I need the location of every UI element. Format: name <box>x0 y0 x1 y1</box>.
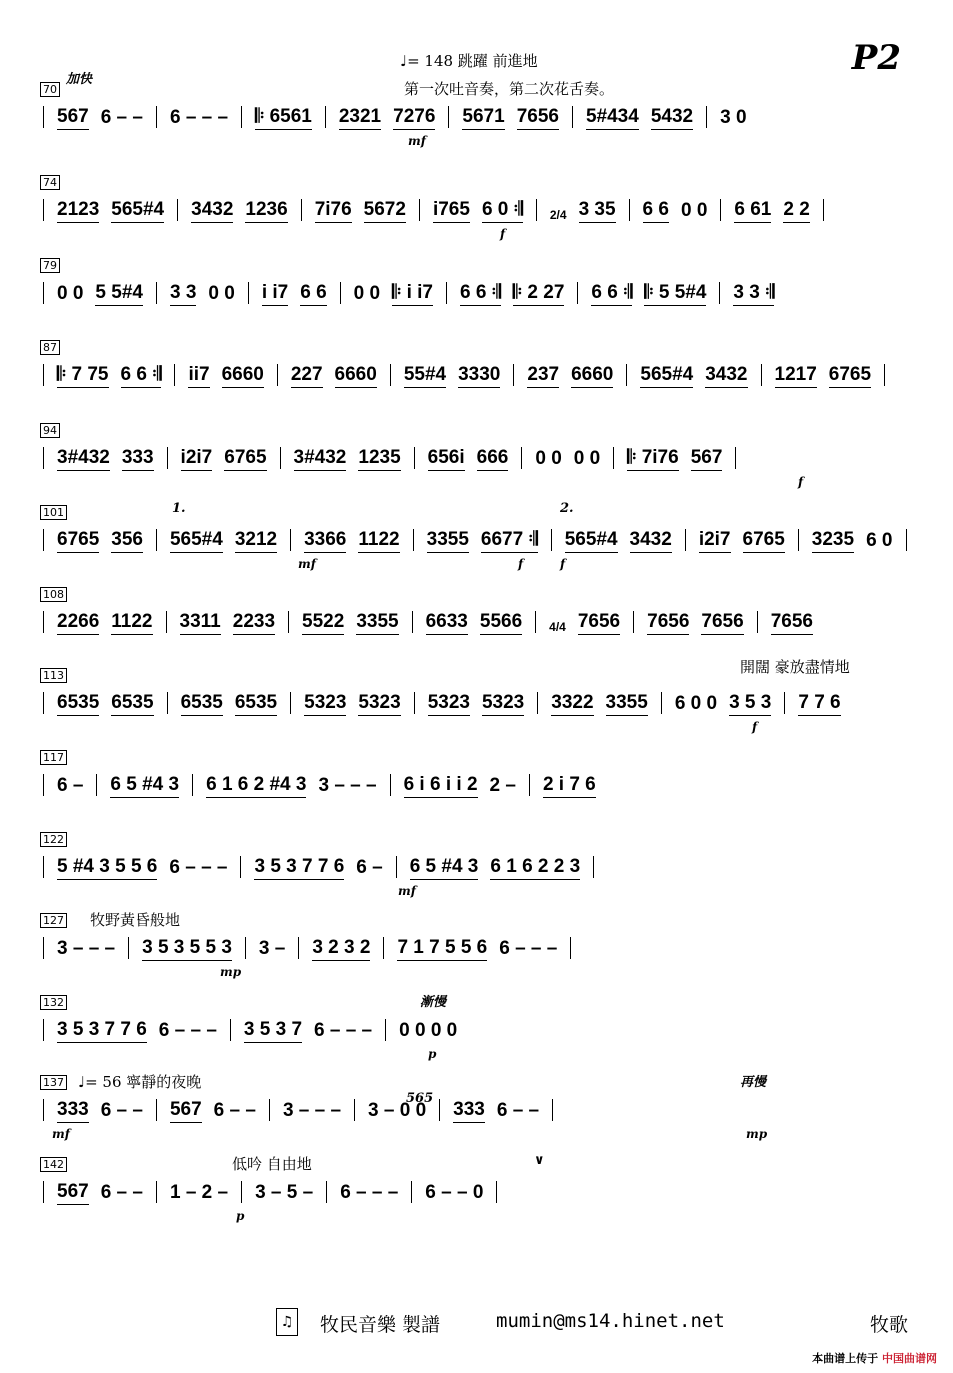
note-group: 6 1 6 2 #4 3 <box>206 774 306 798</box>
note-group: 3322 <box>551 692 593 716</box>
source-brand[interactable]: 中国曲谱网 <box>882 1352 937 1365</box>
note-group: 3432 <box>191 199 233 223</box>
note-group: 1122 <box>358 529 399 553</box>
note-group: 1 – 2 – <box>169 1182 229 1203</box>
barline <box>719 282 720 304</box>
note-group: 3 – – – <box>318 775 377 796</box>
barline <box>43 611 44 633</box>
note-group: 𝄆 6561 <box>255 106 312 130</box>
note-group: 3 35 <box>579 199 616 223</box>
dynamic-marking: f <box>560 557 566 571</box>
dynamic-marking: mf <box>298 557 316 571</box>
note-group: 6 6 𝄇 <box>121 364 162 388</box>
note-group: 3 2 3 2 <box>312 937 370 961</box>
note-group: 6660 <box>222 364 264 388</box>
note-group: 3355 <box>356 611 398 635</box>
note-group: 5 #4 3 5 5 6 <box>57 856 157 880</box>
measure-number: 74 <box>40 175 60 190</box>
dynamic-marking: mp <box>220 965 242 979</box>
note-group: 55#4 <box>404 364 446 388</box>
measure-number: 94 <box>40 423 60 438</box>
note-group: 6 6 <box>643 199 669 223</box>
note-group: 3 – 0 0 <box>368 1100 427 1121</box>
note-group: 6 – <box>57 775 84 796</box>
note-group: 3#432 <box>57 447 110 471</box>
note-group: 6765 <box>57 529 99 553</box>
staff-line <box>36 854 917 880</box>
barline <box>174 364 175 386</box>
note-group: 3366 <box>304 529 346 553</box>
expression-annotation: 加快 <box>66 72 93 87</box>
note-group: 6535 <box>181 692 223 716</box>
barline <box>156 106 157 128</box>
barline <box>390 774 391 796</box>
note-group: 565#4 <box>640 364 693 388</box>
barline <box>43 282 44 304</box>
note-group: 4/4 <box>549 620 566 634</box>
barline <box>290 529 291 551</box>
barline <box>156 1181 157 1203</box>
dynamic-marking: mf <box>408 134 426 148</box>
note-group: 7276 <box>393 106 435 130</box>
note-group: 0 0 <box>573 448 601 469</box>
barline <box>439 1099 440 1121</box>
barline <box>290 692 291 714</box>
note-group: 6 6 <box>300 282 326 306</box>
barline <box>629 199 630 221</box>
note-group: 6660 <box>571 364 613 388</box>
note-group: 2123 <box>57 199 99 223</box>
barline <box>720 199 721 221</box>
barline <box>411 1181 412 1203</box>
note-group: 3 – – – <box>57 938 116 959</box>
note-group: 3 5 3 7 7 6 <box>254 856 344 880</box>
note-group: 6633 <box>426 611 468 635</box>
note-group: 7656 <box>701 611 743 635</box>
barline <box>340 282 341 304</box>
barline <box>412 611 413 633</box>
staff-line <box>36 362 917 388</box>
note-group: 6535 <box>111 692 153 716</box>
barline <box>43 774 44 796</box>
barline <box>277 364 278 386</box>
note-group: 3235 <box>812 529 854 553</box>
barline <box>298 937 299 959</box>
barline <box>593 856 594 878</box>
note-group: 3 0 <box>720 107 747 128</box>
note-group: 2321 <box>339 106 381 130</box>
expression-annotation: 開闊 豪放盡情地 <box>740 658 850 676</box>
expression-annotation: 1. <box>172 501 186 516</box>
note-group: i i7 <box>262 282 288 306</box>
note-group: 7656 <box>517 106 559 130</box>
note-group: 3 – 5 – <box>255 1182 314 1203</box>
note-group: 3330 <box>458 364 500 388</box>
measure-number: 108 <box>40 587 67 602</box>
note-group: 𝄆 i i7 <box>392 282 433 306</box>
barline <box>43 1019 44 1041</box>
note-group: 𝄆 7i76 <box>627 447 679 471</box>
barline <box>496 1181 497 1203</box>
barline <box>43 529 44 551</box>
expression-annotation: 牧野黃昏般地 <box>90 911 181 929</box>
staff-line <box>36 445 917 471</box>
note-group: 3 – – – <box>282 1100 342 1121</box>
note-group: 𝄆 2 27 <box>513 282 565 306</box>
measure-number: 127 <box>40 913 67 928</box>
note-group: 0 0 <box>353 283 381 304</box>
note-group: 3432 <box>705 364 747 388</box>
note-group: i2i7 <box>699 529 731 553</box>
note-group: 6 6 𝄇 <box>460 282 501 306</box>
barline <box>577 282 578 304</box>
barline <box>241 106 242 128</box>
note-group: 7656 <box>578 611 620 635</box>
barline <box>784 692 785 714</box>
barline <box>43 937 44 959</box>
note-group: 6 5 #4 3 <box>410 856 479 880</box>
barline <box>192 774 193 796</box>
note-group: 0 0 <box>535 448 562 469</box>
measure-number: 87 <box>40 340 60 355</box>
barline <box>757 611 758 633</box>
note-group: 5566 <box>480 611 522 635</box>
barline <box>383 937 384 959</box>
note-group: 3 3 𝄇 <box>733 282 774 306</box>
barline <box>240 856 241 878</box>
page-number: P2 <box>851 38 901 78</box>
barline <box>301 199 302 221</box>
note-group: 2266 <box>57 611 99 635</box>
note-group: 6 – – <box>100 1182 143 1203</box>
note-group: 333 <box>122 447 154 471</box>
note-group: 7 1 7 5 5 6 <box>397 937 487 961</box>
barline <box>413 529 414 551</box>
note-group: ii7 <box>188 364 209 388</box>
staff-line <box>36 527 917 553</box>
barline <box>248 282 249 304</box>
note-group: 6660 <box>335 364 377 388</box>
barline <box>241 1181 242 1203</box>
note-group: 333 <box>57 1099 89 1123</box>
note-group: 1122 <box>111 611 152 635</box>
note-group: 237 <box>527 364 559 388</box>
note-group: 656i <box>428 447 465 471</box>
note-group: 6 – – <box>100 107 143 128</box>
barline <box>167 447 168 469</box>
publisher-email[interactable]: mumin@ms14.hinet.net <box>496 1310 725 1332</box>
note-group: 5323 <box>304 692 346 716</box>
note-group: 356 <box>111 529 143 553</box>
staff-line <box>36 1179 917 1205</box>
dynamic-marking: f <box>500 227 506 241</box>
note-group: 5672 <box>364 199 406 223</box>
tempo-marking: ♩= 148 跳躍 前進地 <box>400 52 538 70</box>
note-group: 567 <box>691 447 723 471</box>
staff-line <box>36 197 917 223</box>
note-group: 3311 <box>180 611 221 635</box>
expression-annotation: ∨ <box>534 1153 545 1168</box>
dynamic-marking: f <box>518 557 524 571</box>
staff-line <box>36 609 917 635</box>
barline <box>43 364 44 386</box>
note-group: 3432 <box>630 529 672 553</box>
note-group: 5323 <box>482 692 524 716</box>
dynamic-marking: mf <box>398 884 416 898</box>
note-group: 6 1 6 2 2 3 <box>490 856 580 880</box>
barline <box>43 1181 44 1203</box>
source-credit <box>812 1350 937 1366</box>
note-group: 3#432 <box>294 447 347 471</box>
expression-annotation: 低吟 自由地 <box>232 1155 312 1173</box>
barline <box>661 692 662 714</box>
barline <box>230 1019 231 1041</box>
note-group: 5522 <box>302 611 344 635</box>
note-group: 0 0 0 0 <box>399 1020 458 1041</box>
note-group: 3 5 3 7 <box>244 1019 302 1043</box>
barline <box>552 1099 553 1121</box>
note-group: 6 0 𝄇 <box>482 199 523 223</box>
barline <box>513 364 514 386</box>
expression-annotation: 2. <box>560 501 574 516</box>
barline <box>735 447 736 469</box>
piece-title: 牧歌 <box>870 1314 909 1336</box>
note-group: 3 3 <box>170 282 196 306</box>
barline <box>326 1181 327 1203</box>
dynamic-marking: mf <box>52 1127 70 1141</box>
barline <box>166 611 167 633</box>
note-group: 6 5 #4 3 <box>110 774 179 798</box>
measure-number: 79 <box>40 258 60 273</box>
barline <box>535 611 536 633</box>
note-group: 6 – – – <box>340 1182 399 1203</box>
barline <box>43 106 44 128</box>
note-group: 3355 <box>427 529 469 553</box>
note-group: 0 0 <box>680 200 708 221</box>
dynamic-marking: p <box>428 1047 437 1061</box>
barline <box>419 199 420 221</box>
barline <box>128 937 129 959</box>
note-group: 6 – – <box>496 1100 540 1121</box>
footer <box>0 1308 953 1338</box>
barline <box>43 856 44 878</box>
note-group: 227 <box>291 364 323 388</box>
measure-number: 70 <box>40 82 60 97</box>
note-group: 6 – – – <box>314 1020 373 1041</box>
barline <box>521 447 522 469</box>
barline <box>414 692 415 714</box>
barline <box>156 529 157 551</box>
barline <box>390 364 391 386</box>
barline <box>884 364 885 386</box>
barline <box>761 364 762 386</box>
barline <box>414 447 415 469</box>
barline <box>325 106 326 128</box>
note-group: 565#4 <box>170 529 223 553</box>
note-group: 666 <box>477 447 509 471</box>
dynamic-marking: mp <box>746 1127 768 1141</box>
note-group: 6 6 𝄇 <box>591 282 632 306</box>
note-group: 567 <box>57 1181 89 1205</box>
barline <box>823 199 824 221</box>
dynamic-marking: f <box>752 720 758 734</box>
note-group: 2233 <box>233 611 275 635</box>
expression-annotation: 漸慢 <box>420 995 447 1010</box>
measure-number: 101 <box>40 505 67 520</box>
note-group: 2 2 <box>783 199 809 223</box>
note-group: 7i76 <box>315 199 352 223</box>
staff-line <box>36 935 917 961</box>
source-prefix: 本曲谱上传于 <box>812 1352 879 1365</box>
barline <box>288 611 289 633</box>
barline <box>156 1099 157 1121</box>
note-group: 6 0 0 <box>674 693 718 714</box>
performance-note: 第一次吐音奏，第二次花舌奏。 <box>404 80 615 98</box>
note-group: 5#434 <box>586 106 639 130</box>
barline <box>354 1099 355 1121</box>
barline <box>43 447 44 469</box>
staff-line <box>36 690 917 716</box>
barline <box>626 364 627 386</box>
staff-line <box>36 1017 917 1043</box>
note-group: 3 – <box>258 938 286 959</box>
note-group: 0 0 <box>208 283 235 304</box>
barline <box>613 447 614 469</box>
barline <box>269 1099 270 1121</box>
barline <box>529 774 530 796</box>
note-group: 2/4 <box>549 208 567 222</box>
dynamic-marking: p <box>236 1209 245 1223</box>
publisher-logo-icon: ♫ <box>276 1308 298 1336</box>
barline <box>706 106 707 128</box>
note-group: 1236 <box>245 199 287 223</box>
note-group: 7 7 6 <box>798 692 840 716</box>
note-group: 6765 <box>829 364 871 388</box>
barline <box>572 106 573 128</box>
note-group: 565#4 <box>565 529 618 553</box>
note-group: 6 – – – <box>158 1020 217 1041</box>
note-group: 5323 <box>358 692 400 716</box>
note-group: 6765 <box>743 529 785 553</box>
measure-number: 113 <box>40 668 67 683</box>
note-group: 5 5#4 <box>95 282 143 306</box>
measure-number: 122 <box>40 832 67 847</box>
staff-line <box>36 772 917 798</box>
note-group: 5671 <box>462 106 504 130</box>
publisher-name: 牧民音樂 製譜 <box>320 1314 441 1336</box>
barline <box>156 282 157 304</box>
note-group: 3 5 3 <box>729 692 771 716</box>
barline <box>446 282 447 304</box>
expression-annotation: 565 <box>406 1091 434 1106</box>
barline <box>570 937 571 959</box>
note-group: 2 i 7 6 <box>543 774 596 798</box>
note-group: 5323 <box>428 692 470 716</box>
measure-number: 142 <box>40 1157 67 1172</box>
note-group: 7656 <box>771 611 813 635</box>
barline <box>43 199 44 221</box>
barline <box>906 529 907 551</box>
note-group: 6765 <box>224 447 266 471</box>
note-group: 5432 <box>651 106 693 130</box>
note-group: 2 – <box>489 775 516 796</box>
expression-annotation: ♩= 56 寧靜的夜晚 <box>78 1073 202 1091</box>
barline <box>43 692 44 714</box>
barline <box>280 447 281 469</box>
barline <box>396 856 397 878</box>
barline <box>633 611 634 633</box>
note-group: 3 5 3 5 5 3 <box>142 937 232 961</box>
measure-number: 137 <box>40 1075 67 1090</box>
note-group: 6535 <box>57 692 99 716</box>
barline <box>167 692 168 714</box>
barline <box>96 774 97 796</box>
expression-annotation: 再慢 <box>740 1075 767 1090</box>
note-group: 6 – – <box>100 1100 143 1121</box>
note-group: 1235 <box>358 447 400 471</box>
note-group: 6677 𝄇 <box>481 529 538 553</box>
barline <box>245 937 246 959</box>
note-group: 567 <box>57 106 89 130</box>
barline <box>685 529 686 551</box>
note-group: 6 – – – <box>499 938 558 959</box>
barline <box>385 1019 386 1041</box>
note-group: 3212 <box>235 529 277 553</box>
measure-number: 132 <box>40 995 67 1010</box>
barline <box>43 1099 44 1121</box>
barline <box>537 692 538 714</box>
note-group: i2i7 <box>181 447 213 471</box>
staff-line <box>36 280 917 306</box>
barline <box>448 106 449 128</box>
note-group: 𝄆 7 75 <box>57 364 109 388</box>
note-group: 6 i 6 i i 2 <box>404 774 478 798</box>
barline <box>536 199 537 221</box>
note-group: 6 61 <box>734 199 771 223</box>
note-group: 333 <box>453 1099 485 1123</box>
note-group: 0 0 <box>57 283 84 304</box>
note-group: 6 – <box>356 857 383 878</box>
note-group: 1217 <box>775 364 817 388</box>
note-group: 6 – – – <box>169 857 228 878</box>
note-group: i765 <box>433 199 470 223</box>
barline <box>551 529 552 551</box>
note-group: 6535 <box>235 692 277 716</box>
note-group: 3355 <box>606 692 648 716</box>
barline <box>798 529 799 551</box>
note-group: 6 – – 0 <box>425 1182 484 1203</box>
note-group: 3 5 3 7 7 6 <box>57 1019 147 1043</box>
note-group: 𝄆 5 5#4 <box>644 282 706 306</box>
note-group: 6 – – <box>213 1100 256 1121</box>
note-group: 6 0 <box>866 530 893 551</box>
measure-number: 117 <box>40 750 67 765</box>
note-group: 565#4 <box>111 199 164 223</box>
staff-line <box>36 104 917 130</box>
note-group: 6 – – – <box>169 107 229 128</box>
dynamic-marking: f <box>798 475 804 489</box>
note-group: 7656 <box>647 611 689 635</box>
staff-line <box>36 1097 917 1123</box>
barline <box>177 199 178 221</box>
note-group: 567 <box>170 1099 202 1123</box>
